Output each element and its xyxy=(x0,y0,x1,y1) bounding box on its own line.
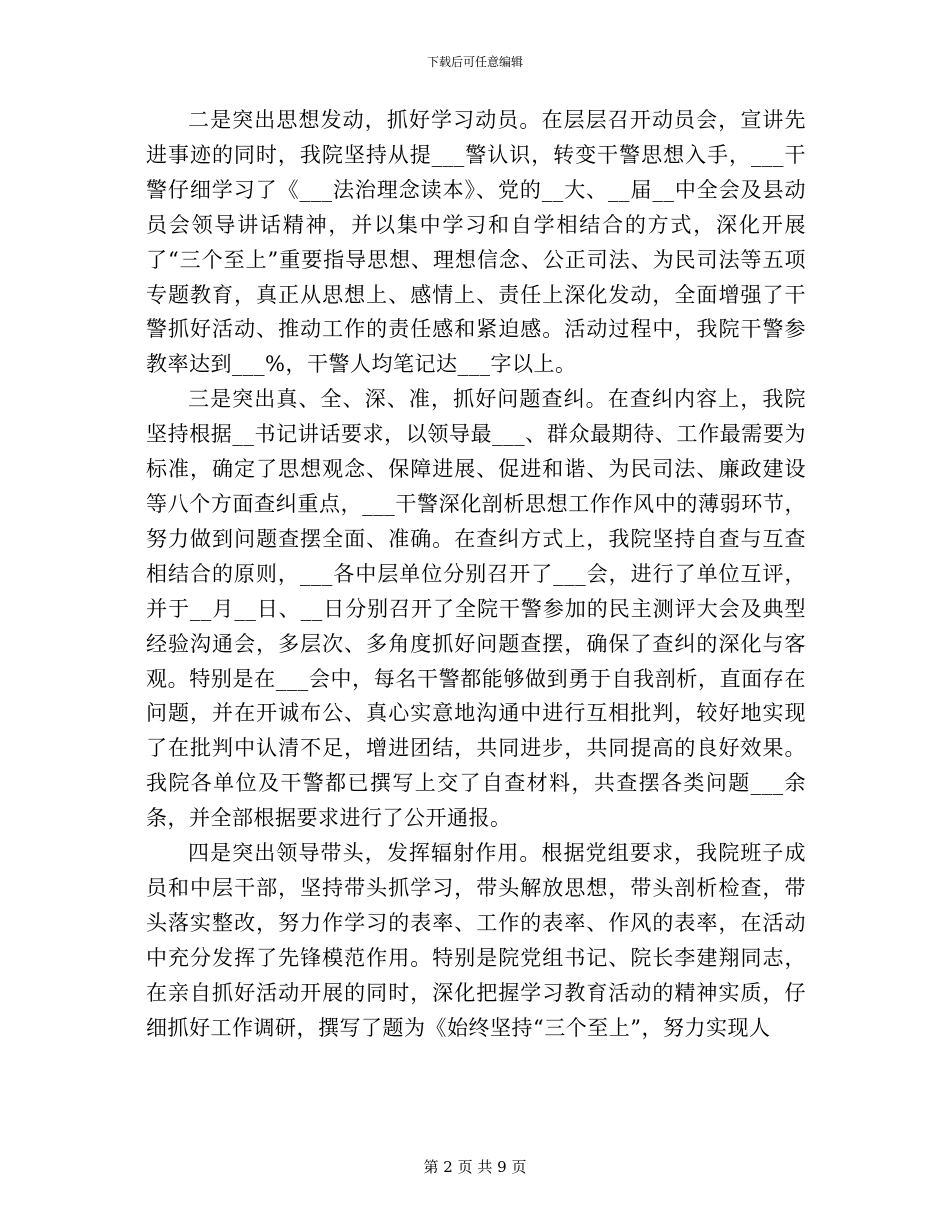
paragraph-3: 三是突出真、全、深、准，抓好问题查纠。在查纠内容上，我院坚持根据__书记讲话要求，以领导最___、群众最期待、工作最需要为标准，确定了思想观念、保障进展、促进和谐、为民司法、廉政建设等八个方面查纠重点，___干警深化剖析思想工作作风中的薄弱环节，努力做到问题查摆全面、准确。在查纠方式上，我院坚持自查与互查相结合的原则，___各中层单位分别召开了___会，进行了单位互评，并于__月__日、__日分别召开了全院干警参加的民主测评大会及典型经验沟通会，多层次、多角度抓好问题查摆，确保了查纠的深化与客观。特别是在___会中，每名干警都能够做到勇于自我剖析，直面存在问题，并在开诚布公、真心实意地沟通中进行互相批判，较好地实现了在批判中认清不足，增进团结，共同进步，共同提高的良好效果。我院各单位及干警都已撰写上交了自查材料，共查摆各类问题___余条，并全部根据要求进行了公开通报。 xyxy=(146,387,806,831)
document-body xyxy=(146,103,806,1045)
page-footer: 第 2 页 共 9 页 xyxy=(423,1158,527,1176)
page-header: 下载后可任意编辑 xyxy=(426,55,523,69)
paragraph-2: 二是突出思想发动，抓好学习动员。在层层召开动员会，宣讲先进事迹的同时，我院坚持从提___警认识，转变干警思想入手，___干警仔细学习了《___法治理念读本》、党的__大、__届__中全会及县动员会领导讲话精神，并以集中学习和自学相结合的方式，深化开展了“三个至上”重要指导思想、理想信念、公正司法、为民司法等五项专题教育，真正从思想上、感情上、责任上深化发动，全面增强了干警抓好活动、推动工作的责任感和紧迫感。活动过程中，我院干警参教率达到___%，干警人均笔记达___字以上。 xyxy=(146,108,806,377)
paragraph-4: 四是突出领导带头，发挥辐射作用。根据党组要求，我院班子成员和中层干部，坚持带头抓学习，带头解放思想，带头剖析检查，带头落实整改，努力作学习的表率、工作的表率、作风的表率，在活动中充分发挥了先锋模范作用。特别是院党组书记、院长李建翔同志，在亲自抓好活动开展的同时，深化把握学习教育活动的精神实质，仔细抓好工作调研，撰写了题为《始终坚持“三个至上”，努力实现人 xyxy=(146,841,806,1040)
